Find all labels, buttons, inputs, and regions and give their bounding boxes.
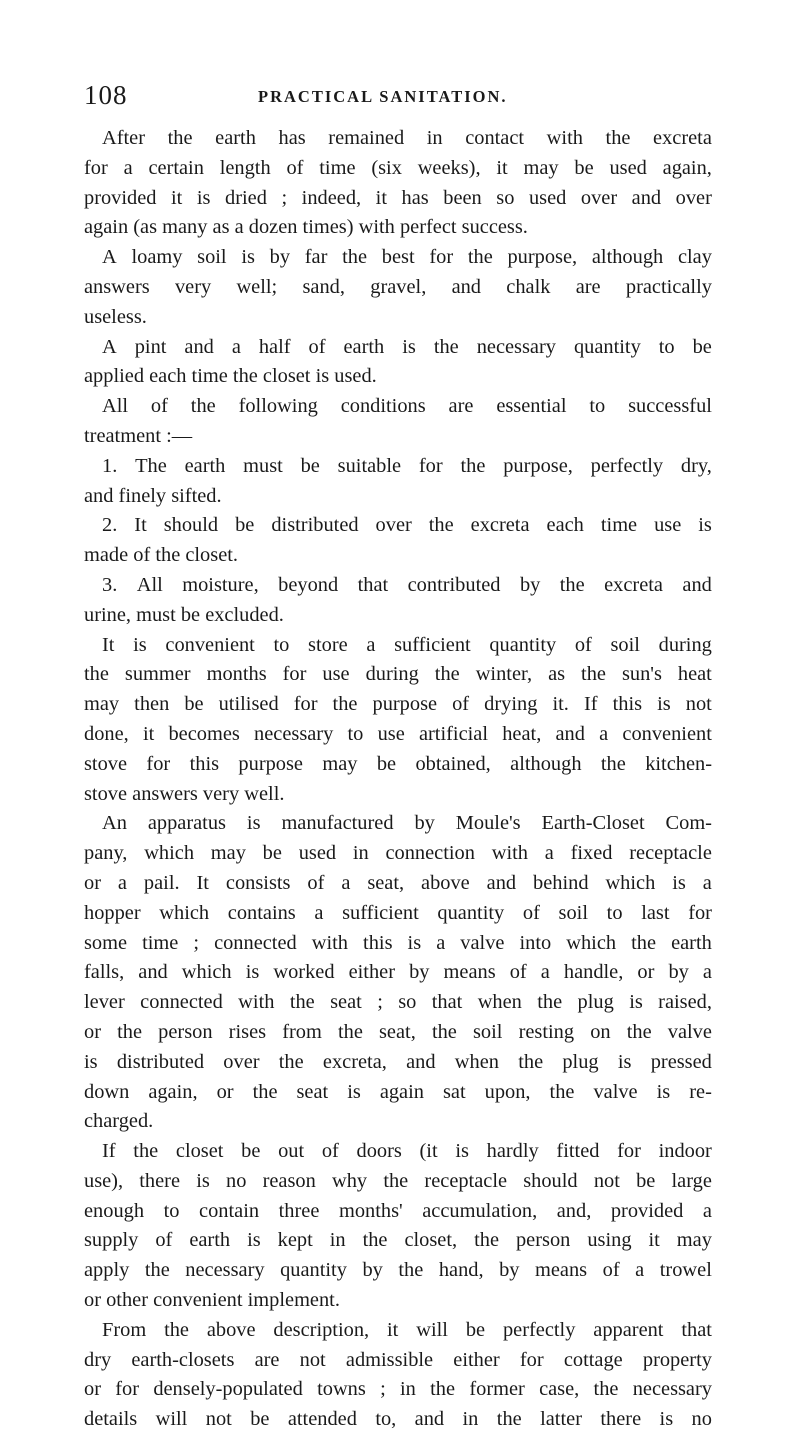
running-head: PRACTICAL SANITATION.	[258, 87, 508, 106]
text-line: or a pail. It consists of a seat, above and behind which is a	[84, 871, 712, 894]
text-line: lever connected with the seat ; so that when the plug is raised,	[84, 991, 712, 1014]
page-number: 108	[84, 80, 128, 110]
text-line: or the person rises from the seat, the soil resting on the valve	[84, 1020, 712, 1043]
text-line: A loamy soil is by far the best for the purpose, although clay	[102, 246, 712, 269]
text-line: enough to contain three months' accumulation, and, provided a	[84, 1199, 712, 1222]
text-line: 1. The earth must be suitable for the purpose, perfectly dry,	[102, 454, 712, 477]
text-line: is distributed over the excreta, and when the plug is pressed	[84, 1050, 712, 1073]
text-line: supply of earth is kept in the closet, the person using it may	[84, 1229, 712, 1252]
page-header	[84, 80, 724, 110]
text-line: down again, or the seat is again sat upon, the valve is re-	[84, 1080, 712, 1103]
text-line: charged.	[84, 1110, 154, 1133]
text-line: applied each time the closet is used.	[84, 365, 377, 388]
text-line: stove answers very well.	[84, 782, 285, 805]
text-line: some time ; connected with this is a valve into which the earth	[84, 931, 712, 954]
text-line: falls, and which is worked either by means of a handle, or by a	[84, 961, 712, 984]
text-line: It is convenient to store a sufficient quantity of soil during	[102, 633, 712, 656]
body-text	[84, 124, 712, 1435]
text-line: again (as many as a dozen times) with perfect success.	[84, 216, 528, 239]
text-line: 2. It should be distributed over the excreta each time use is	[102, 514, 712, 537]
text-line: A pint and a half of earth is the necessary quantity to be	[102, 335, 712, 358]
text-line: and finely sifted.	[84, 484, 222, 507]
text-line: may then be utilised for the purpose of drying it. If this is not	[84, 693, 712, 716]
text-line: or other convenient implement.	[84, 1289, 340, 1312]
text-line: stove for this purpose may be obtained, although the kitchen-	[84, 752, 712, 775]
text-line: After the earth has remained in contact with the excreta	[102, 127, 712, 149]
text-line: If the closet be out of doors (it is hardly fitted for indoor	[102, 1140, 712, 1163]
text-line: for a certain length of time (six weeks), it may be used again,	[84, 156, 712, 179]
text-line: An apparatus is manufactured by Moule's Earth-Closet Com-	[102, 812, 712, 835]
text-line: answers very well; sand, gravel, and chalk are practically	[84, 275, 712, 298]
text-line: apply the necessary quantity by the hand, by means of a trowel	[84, 1259, 712, 1282]
text-line: made of the closet.	[84, 544, 239, 567]
text-line: pany, which may be used in connection with a fixed receptacle	[84, 842, 712, 865]
text-line: details will not be attended to, and in the latter there is no	[84, 1408, 712, 1431]
text-line: the summer months for use during the winter, as the sun's heat	[84, 663, 712, 686]
text-line: use), there is no reason why the receptacle should not be large	[84, 1169, 712, 1192]
text-line: From the above description, it will be perfectly apparent that	[102, 1318, 712, 1341]
text-line: or for densely-populated towns ; in the former case, the necessary	[84, 1378, 712, 1401]
text-line: All of the following conditions are essential to successful	[102, 395, 712, 418]
text-line: hopper which contains a sufficient quantity of soil to last for	[84, 901, 712, 924]
text-line: done, it becomes necessary to use artificial heat, and a convenient	[84, 722, 712, 745]
text-line: urine, must be excluded.	[84, 603, 284, 626]
text-line: treatment :—	[84, 424, 193, 447]
text-line: provided it is dried ; indeed, it has been so used over and over	[84, 186, 712, 209]
text-line: 3. All moisture, beyond that contributed by the excreta and	[102, 573, 712, 596]
text-line: dry earth-closets are not admissible either for cottage property	[84, 1348, 712, 1371]
text-line: useless.	[84, 305, 147, 328]
